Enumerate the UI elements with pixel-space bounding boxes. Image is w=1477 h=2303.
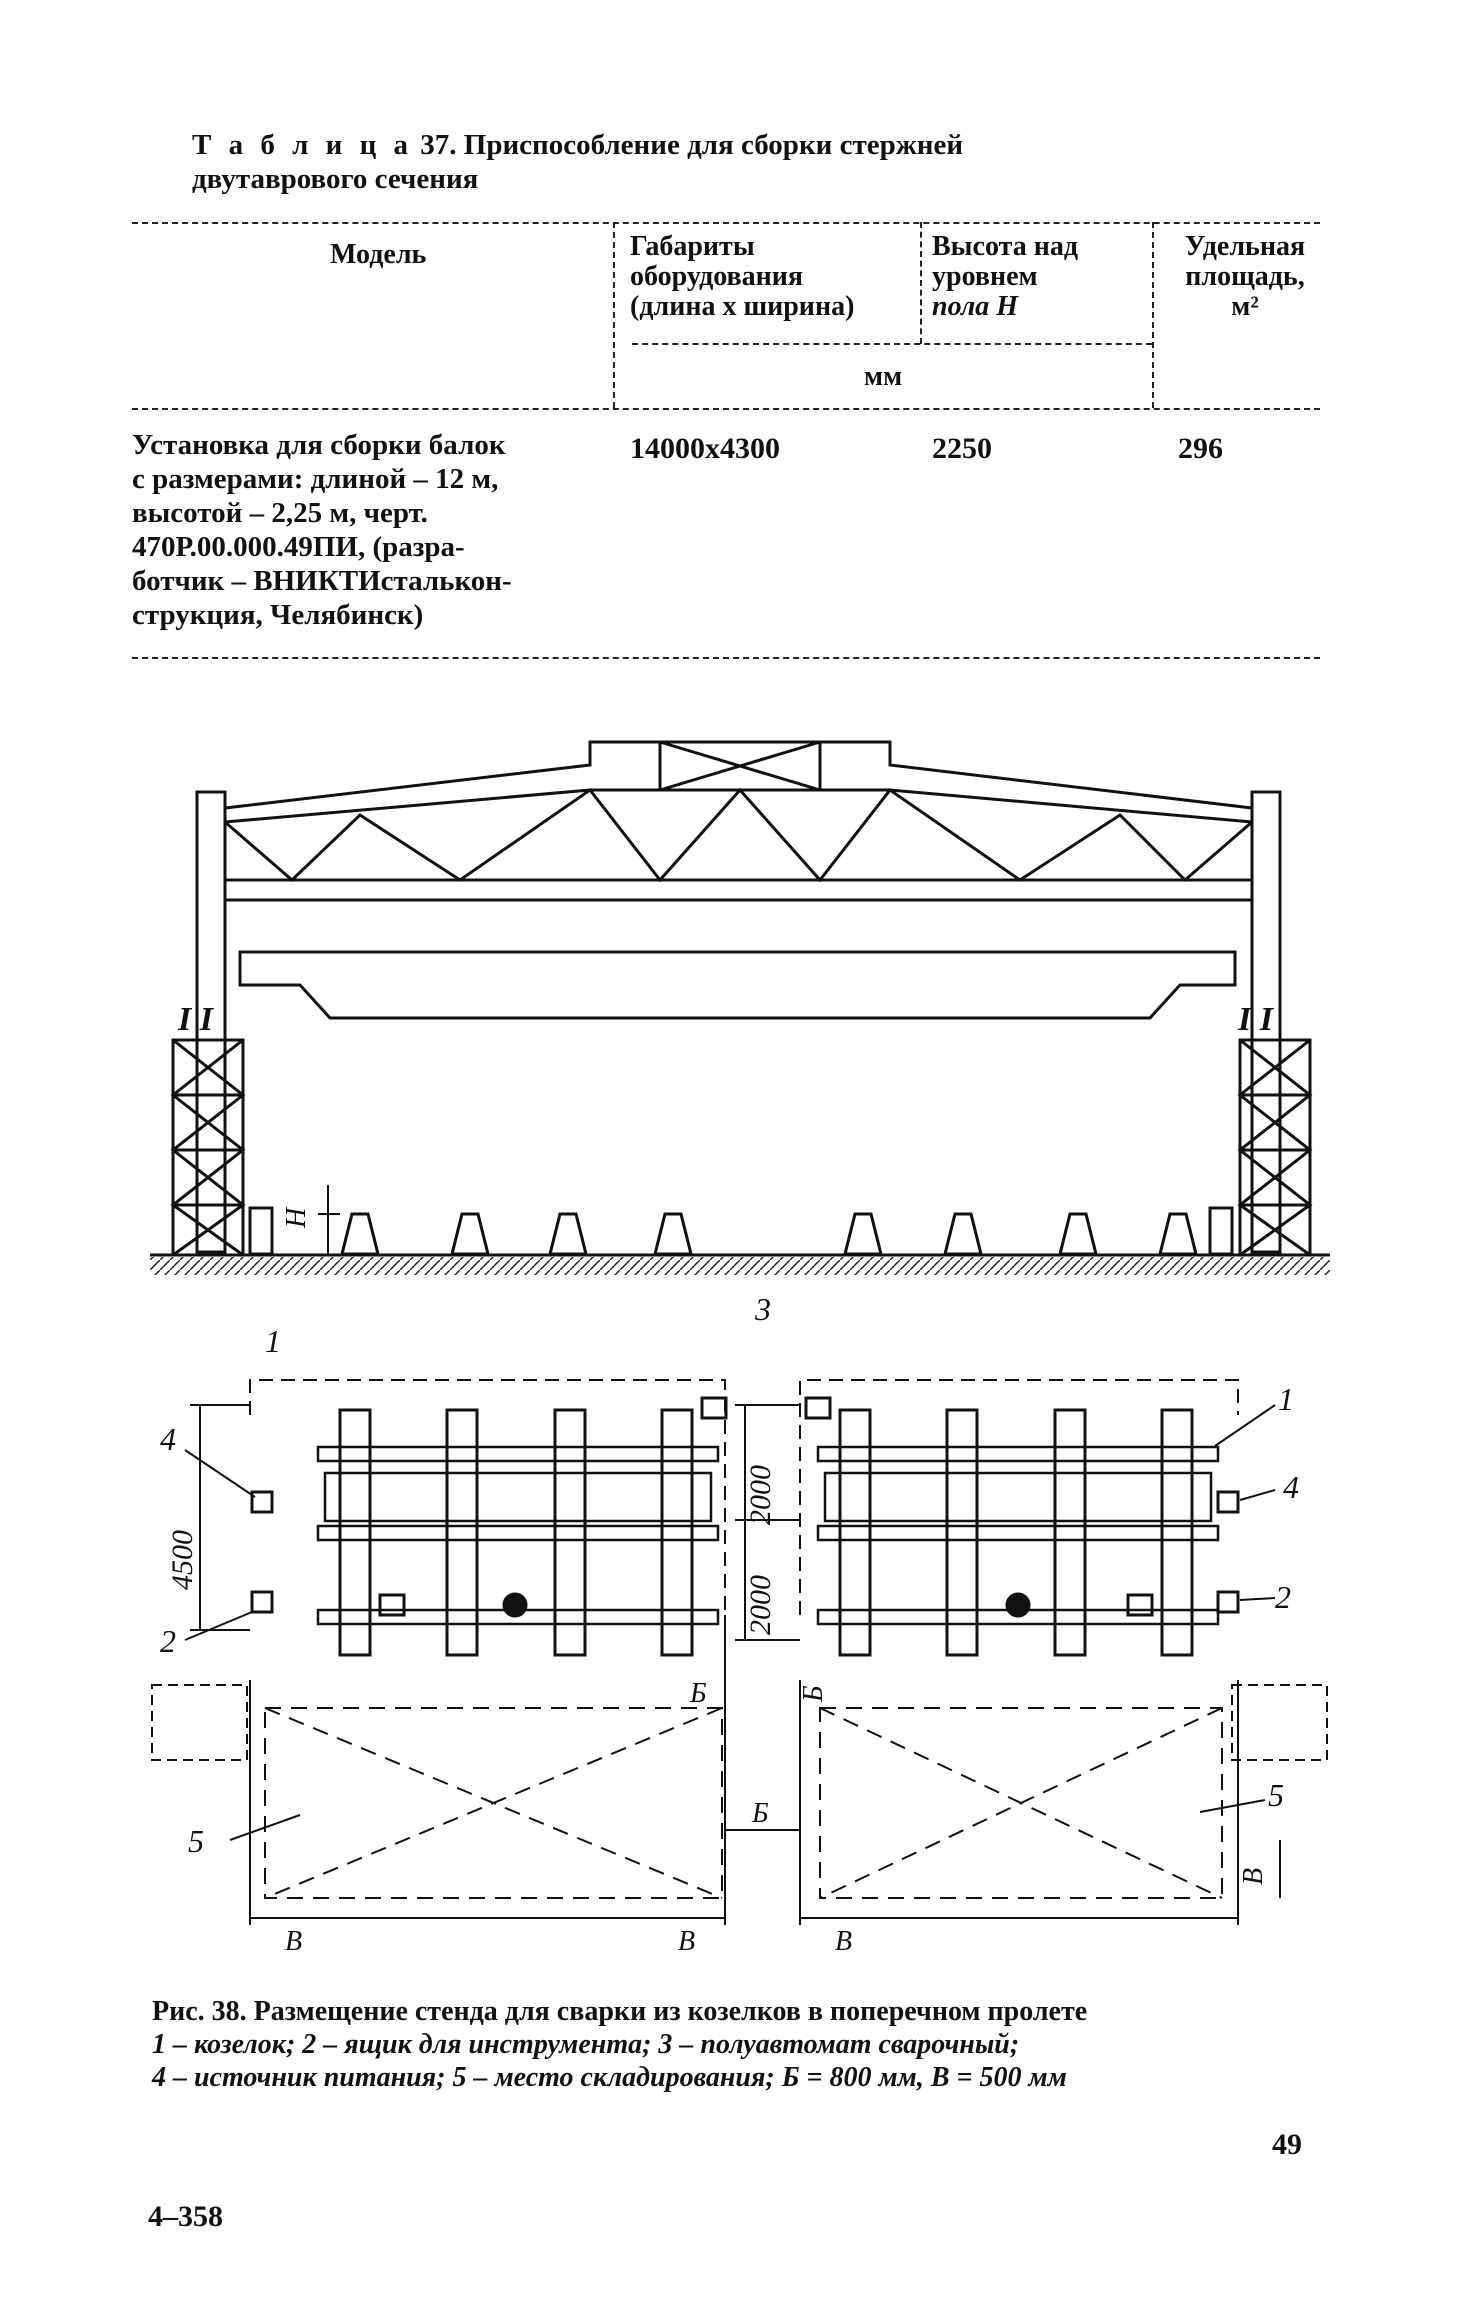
stand-right (725, 1380, 1327, 1925)
header-area: Удельная площадь, м² (1184, 232, 1306, 322)
dim-b-left: Б (690, 1678, 707, 1709)
row-height: 2250 (932, 432, 992, 465)
header-dimensions: Габариты оборудования (длина х ширина) (630, 231, 855, 322)
label-5-right: 5 (1268, 1777, 1284, 1813)
row-area: 296 (1178, 432, 1223, 465)
label-4-left: 4 (160, 1421, 176, 1457)
table-caption-text-line2: двутаврового сечения (192, 163, 479, 195)
dim-2000b: 2000 (744, 1575, 777, 1635)
label-1-right: 1 (1278, 1381, 1294, 1417)
dim-4500: 4500 (166, 1530, 199, 1590)
table-caption-label: Т а б л и ц а (192, 129, 414, 161)
svg-text:I I: I I (178, 1001, 213, 1038)
row-model: Установка для сборки балок с размерами: длиной – 12 м, высотой – 2,25 м, черт. 470Р.00.000.49ПИ, (разра- ботчик – ВНИКТИсталькон- струкция, Челябинск) (132, 429, 512, 631)
dim-b-right: Б (798, 1685, 829, 1702)
dim-v-vertical: В (1238, 1867, 1269, 1885)
page-number: 49 (1272, 2128, 1302, 2161)
figure-caption-title: Рис. 38. Размещение стенда для сварки из козелков в поперечном пролете (152, 1996, 1088, 2027)
ground-hatch (150, 1257, 1330, 1275)
dim-v-right: В (835, 1926, 853, 1957)
label-3: 3 (755, 1291, 771, 1327)
header-height: Высота над уровнем пола H (932, 231, 1078, 322)
label-2-left: 2 (160, 1623, 176, 1659)
table-caption-number: 37. (420, 129, 457, 161)
dim-b-middle: Б (752, 1798, 769, 1829)
label-4-right: 4 (1283, 1469, 1299, 1505)
dim-v-left-2: В (678, 1926, 696, 1957)
label-h: H (281, 1207, 312, 1228)
row-dimensions: 14000х4300 (630, 432, 780, 465)
header-unit: мм (864, 361, 903, 392)
stand-left (152, 1380, 726, 1925)
leader-lines (185, 1405, 1275, 1840)
dim-v-left-1: В (285, 1926, 303, 1957)
svg-text:I I: I I (1238, 1001, 1273, 1038)
figure-legend-line1: 1 – козелок; 2 – ящик для инструмента; 3 – полуавтомат сварочный; (152, 2029, 1020, 2060)
header-model: Модель (330, 239, 427, 270)
label-1: 1 (265, 1323, 281, 1359)
label-2-right: 2 (1275, 1579, 1291, 1615)
building-section (150, 742, 1330, 1255)
figure-caption (152, 1995, 1352, 2094)
printer-signature: 4–358 (148, 2200, 223, 2233)
dim-2000a: 2000 (744, 1465, 777, 1525)
figure-legend-line2: 4 – источник питания; 5 – место складирования; Б = 800 мм, В = 500 мм (152, 2062, 1067, 2093)
table-caption-text-line1: Приспособление для сборки стержней (463, 129, 964, 161)
label-5-left: 5 (188, 1823, 204, 1859)
